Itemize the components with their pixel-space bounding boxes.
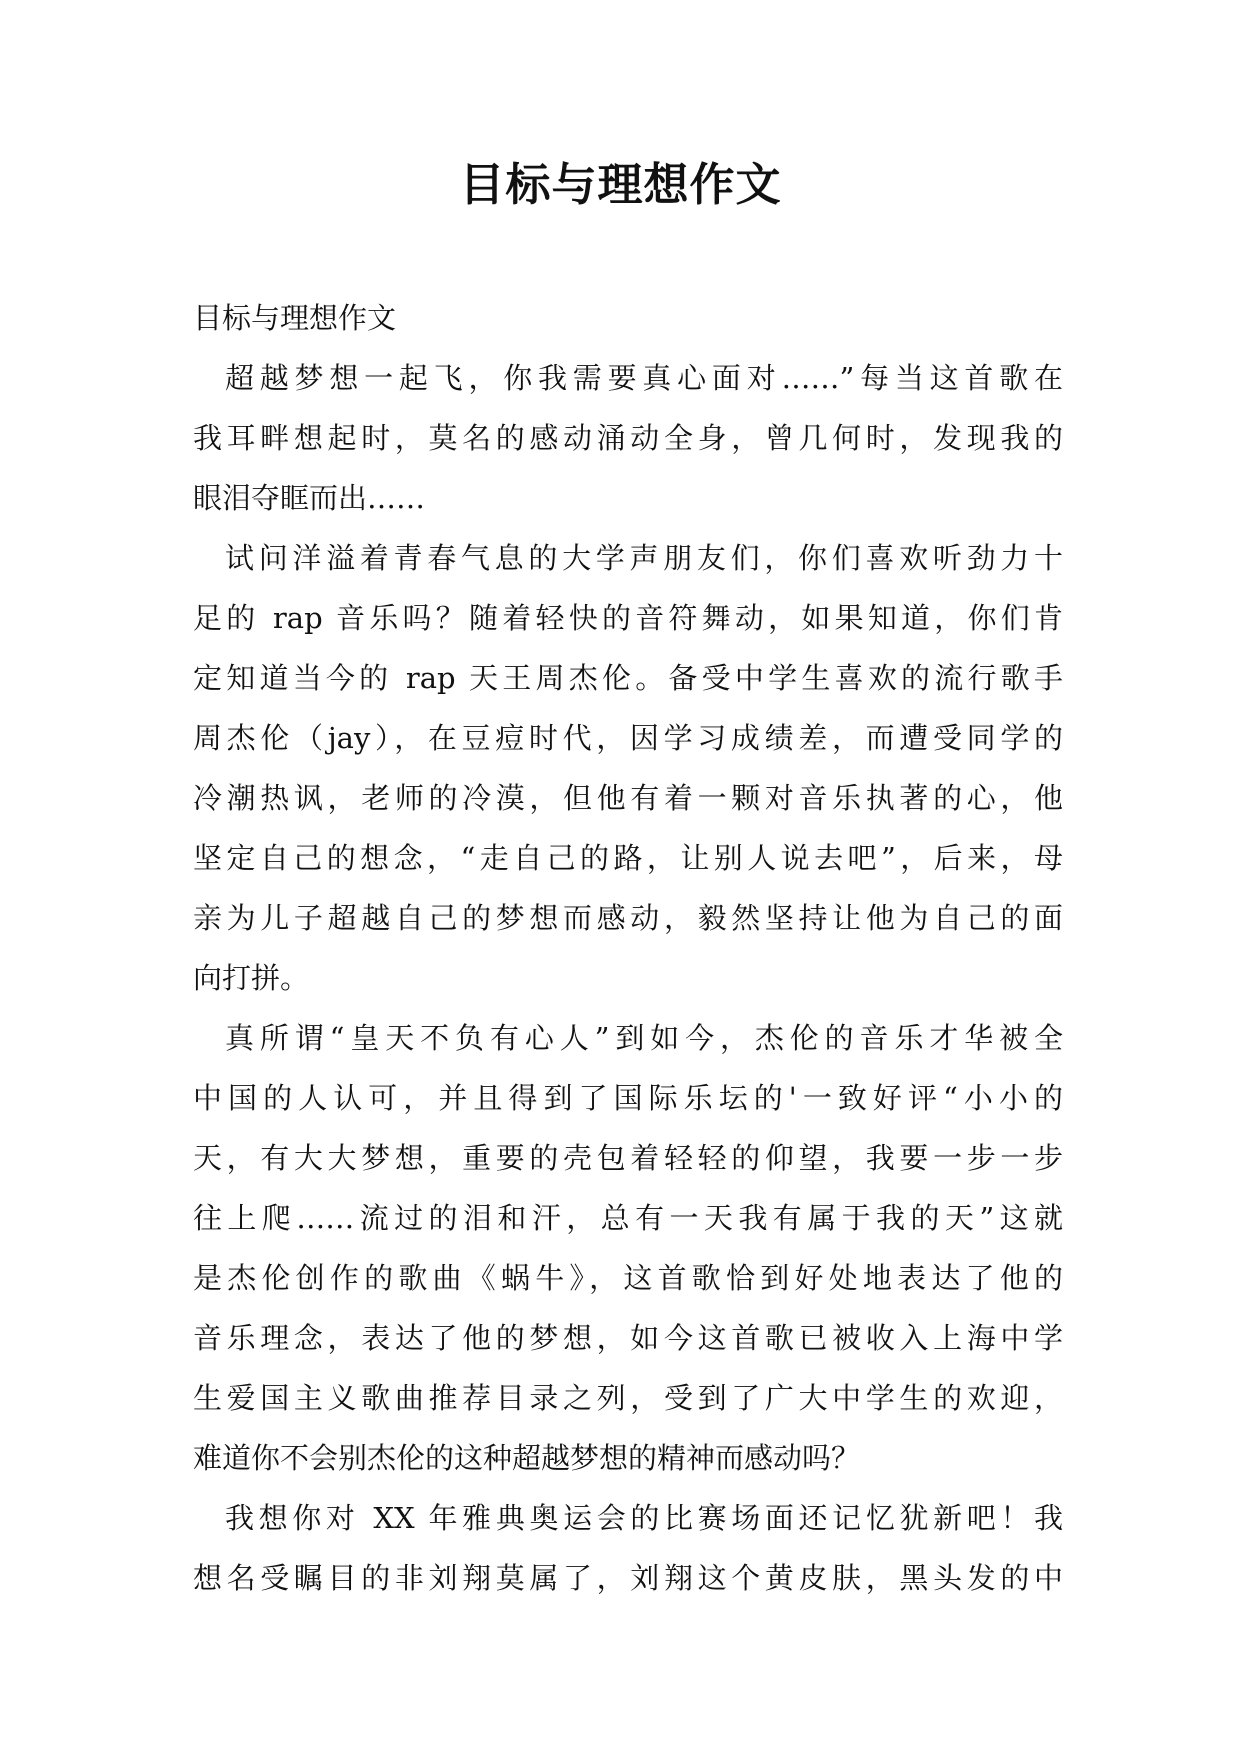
text-line: 坚定自己的想念，“走自己的路，让别人说去吧”，后来，母 <box>193 841 1063 875</box>
text-line: 足的 rap 音乐吗？随着轻快的音符舞动，如果知道，你们肯 <box>193 601 1063 635</box>
text-line: 周杰伦（jay），在豆痘时代，因学习成绩差，而遭受同学的 <box>193 721 1063 755</box>
text-line: 冷潮热讽，老师的冷漠，但他有着一颗对音乐执著的心，他 <box>193 781 1063 815</box>
document-body <box>193 288 1063 1608</box>
text-line: 天，有大大梦想，重要的壳包着轻轻的仰望，我要一步一步 <box>193 1141 1063 1175</box>
text-line: 中国的人认可，并且得到了国际乐坛的'一致好评“小小的 <box>193 1081 1063 1115</box>
text-line: 是杰伦创作的歌曲《蜗牛》，这首歌恰到好处地表达了他的 <box>193 1261 1063 1295</box>
text-line: 向打拼。 <box>193 961 310 995</box>
text-line: 想名受瞩目的非刘翔莫属了，刘翔这个黄皮肤，黑头发的中 <box>193 1561 1063 1595</box>
text-line: 生爱国主义歌曲推荐目录之列，受到了广大中学生的欢迎， <box>193 1381 1063 1415</box>
text-line: 往上爬……流过的泪和汗，总有一天我有属于我的天”这就 <box>193 1201 1063 1235</box>
text-line: 超越梦想一起飞，你我需要真心面对……”每当这首歌在 <box>225 361 1063 395</box>
text-line: 试问洋溢着青春气息的大学声朋友们，你们喜欢听劲力十 <box>225 541 1063 575</box>
document-title: 目标与理想作文 <box>459 158 782 211</box>
text-line: 真所谓“皇天不负有心人”到如今，杰伦的音乐才华被全 <box>225 1021 1063 1055</box>
text-line: 亲为儿子超越自己的梦想而感动，毅然坚持让他为自己的面 <box>193 901 1063 935</box>
text-line: 我想你对 XX 年雅典奥运会的比赛场面还记忆犹新吧！我 <box>225 1501 1063 1535</box>
text-line: 我耳畔想起时，莫名的感动涌动全身，曾几何时，发现我的 <box>193 421 1063 455</box>
text-line: 难道你不会别杰伦的这种超越梦想的精神而感动吗？ <box>193 1441 861 1475</box>
text-line: 目标与理想作文 <box>193 301 397 335</box>
text-line: 眼泪夺眶而出…… <box>193 481 426 515</box>
text-line: 音乐理念，表达了他的梦想，如今这首歌已被收入上海中学 <box>193 1321 1063 1355</box>
text-line: 定知道当今的 rap 天王周杰伦。备受中学生喜欢的流行歌手 <box>193 661 1063 695</box>
